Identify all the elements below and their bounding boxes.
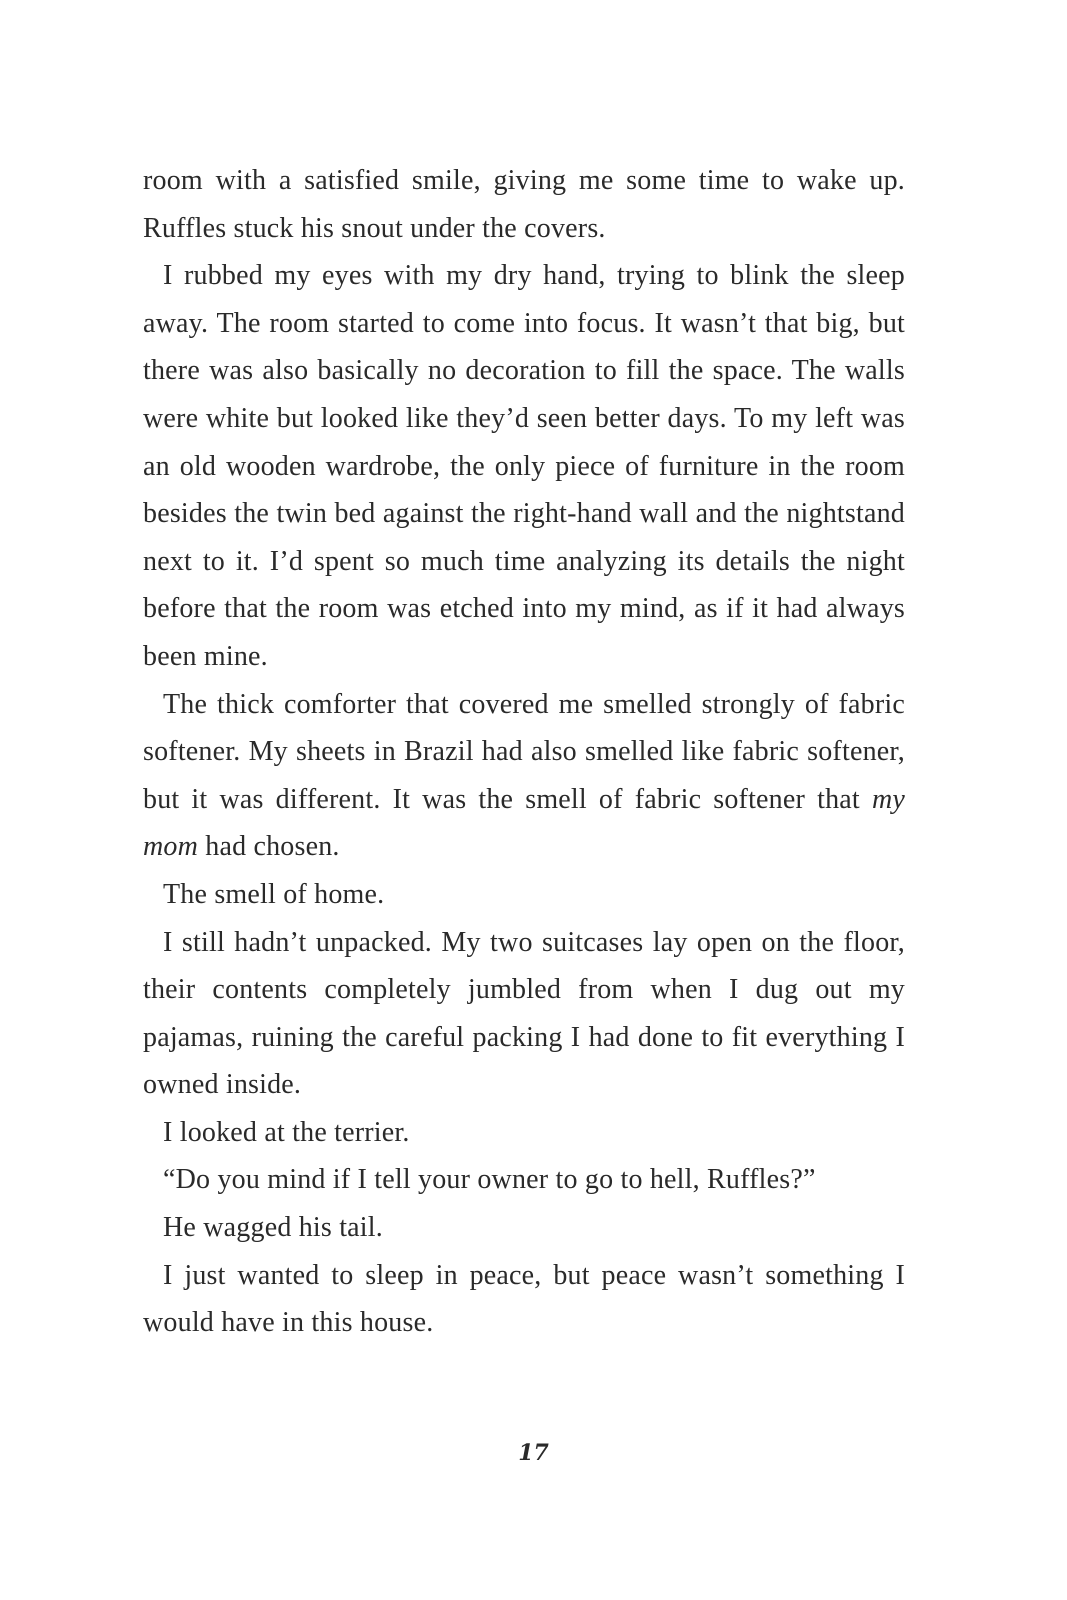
- paragraph-2: I rubbed my eyes with my dry hand, trying to blink the sleep away. The room started to come into focus. It wasn’t that big, but there was also basically no decoration to fill the space. The walls were white but looked like they’d seen better days. To my left was an old wooden wardrobe, the only piece of furniture in the room besides the twin bed against the right-hand wall and the nightstand next to it. I’d spent so much time analyzing its details the night before that the room was etched into my mind, as if it had always been mine.: [143, 260, 905, 672]
- paragraph-5: I still hadn’t unpacked. My two suitcases lay open on the floor, their contents completely jumbled from when I dug out my pajamas, ruining the careful packing I had done to fit everything I owned inside.: [143, 926, 905, 1101]
- paragraph-3-after: had chosen.: [198, 831, 340, 863]
- paragraph-8: He wagged his tail.: [163, 1212, 383, 1244]
- body-text: [143, 157, 905, 1347]
- paragraph-7: “Do you mind if I tell your owner to go to hell, Ruffles?”: [163, 1164, 816, 1196]
- paragraph-3-italic: my mom: [143, 783, 905, 863]
- paragraph-3: [143, 681, 905, 871]
- paragraph-9: I just wanted to sleep in peace, but peace wasn’t something I would have in this house.: [143, 1259, 905, 1339]
- paragraph-6: I looked at the terrier.: [163, 1116, 410, 1148]
- paragraph-4: The smell of home.: [163, 878, 385, 910]
- paragraph-3-text: The thick comforter that covered me smelled strongly of fabric softener. My sheets in Brazil had also smelled like fabric softener, but it was different. It was the smell of fabric softener that: [143, 688, 905, 815]
- paragraph-1: room with a satisfied smile, giving me some time to wake up. Ruffles stuck his snout under the covers.: [143, 165, 905, 244]
- page-number: 17: [518, 1440, 549, 1466]
